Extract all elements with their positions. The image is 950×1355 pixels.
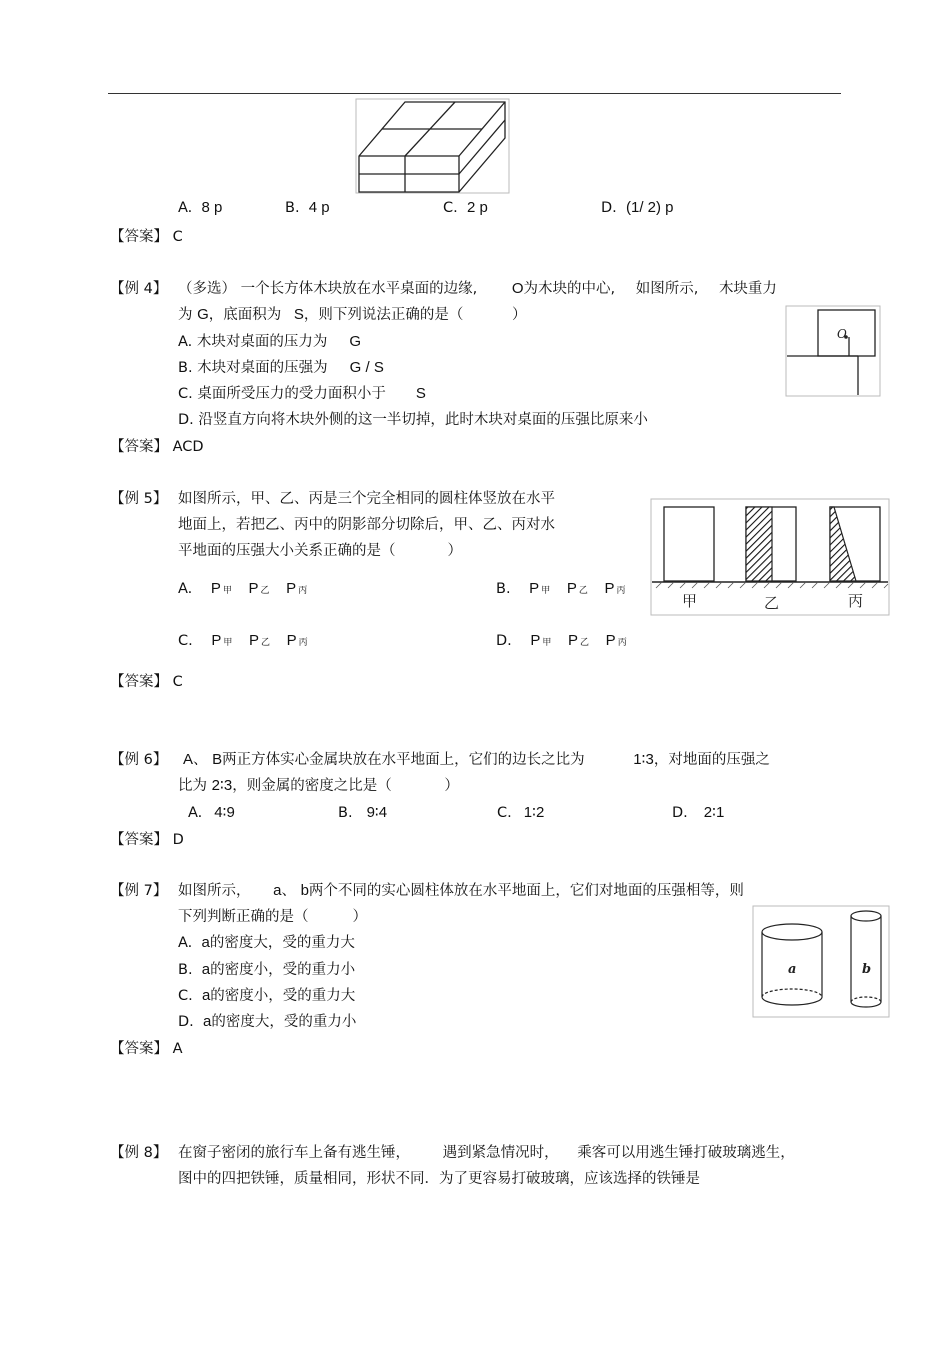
ex6-stem1-ratio: 1∶3 (633, 751, 654, 768)
ex5-p-letter: P (529, 580, 540, 597)
ex6-stem1-c: 两正方体实心金属块放在水平地面上，它们的边长之比为 (222, 752, 585, 768)
block-center-label: O (837, 327, 847, 341)
ex4-option-a-text: A. 木块对桌面的压力为 (178, 334, 328, 350)
cylinder-yi-shaded-cut (746, 507, 772, 581)
ex8-stem1-a: 在窗子密闭的旅行车上备有逃生锤， (178, 1145, 410, 1161)
ex5-option-a-p3 (286, 580, 307, 597)
ex5-option-b (496, 580, 625, 599)
ex7-option-c-text: 的密度小，受的重力大 (210, 988, 356, 1004)
ex5-sub-jia: 甲 (541, 585, 551, 595)
ex5-stem-line3 (178, 542, 462, 560)
ex7-stem-line1 (178, 882, 744, 900)
ex8-stem1-b: 遇到紧急情况时， (442, 1145, 559, 1161)
ex5-option-c-p2 (249, 632, 270, 649)
ex6-option-a (188, 804, 235, 822)
ex5-option-c-p1 (211, 632, 232, 649)
ex5-option-c (178, 632, 308, 651)
ex7-tag: 【例 7】 (110, 883, 168, 899)
ex3-option-b (285, 199, 330, 217)
ex4-stem2-d: ） (512, 307, 527, 323)
ex4-option-c (178, 385, 426, 403)
ex5-option-a-p2 (249, 580, 270, 597)
ex6-option-c-value: 1∶2 (523, 804, 545, 821)
ex4-option-c-text: C. 桌面所受压力的受力面积小于 (178, 386, 386, 402)
ex6-option-a-value: 4∶9 (214, 804, 235, 821)
ex7-stem1-v1: a (273, 882, 282, 899)
ex5-p-letter: P (286, 632, 297, 649)
ex3-answer-value: C (172, 229, 183, 245)
ex5-option-b-letter: B. (496, 581, 511, 597)
ex4-option-a-value: G (349, 333, 362, 350)
ex7-stem1-v2: b (300, 882, 309, 899)
ex5-stem3-close: ） (447, 543, 462, 559)
ex5-sub-bing: 丙 (617, 637, 627, 647)
ex3-option-a (178, 199, 222, 217)
ex3-option-b-letter: B. (285, 200, 300, 216)
ex3-answer (110, 228, 183, 246)
ex7-option-c-letter: C. (178, 988, 193, 1004)
ex4-option-c-value: S (415, 385, 426, 402)
ex8-tag: 【例 8】 (110, 1145, 168, 1161)
ex6-stem1-b: B (212, 751, 223, 768)
ex6-option-b (338, 804, 387, 822)
ex4-tag: 【例 4】 (110, 281, 168, 297)
ex4-answer (110, 438, 204, 456)
ex5-option-a-p1 (211, 580, 232, 597)
ex7-stem-line2 (178, 908, 367, 926)
ex5-option-b-p3 (604, 580, 625, 597)
ex6-answer (110, 831, 184, 849)
cylinder-a-label: a (788, 962, 797, 977)
ex6-stem1-a: A (183, 751, 194, 768)
ex6-stem1-sep: 、 (193, 752, 208, 768)
ex3-option-c (443, 199, 488, 217)
ex3-option-d-value: (1/ 2) p (626, 199, 674, 216)
ex5-p-letter: P (248, 580, 259, 597)
ex7-option-b-text: 的密度小，受的重力小 (210, 962, 356, 978)
ex5-p-letter: P (605, 632, 616, 649)
ex6-option-c (497, 804, 544, 822)
ex7-answer-label: 【答案】 (110, 1041, 168, 1057)
ex4-answer-value: ACD (172, 439, 204, 455)
cylinder-a-top (762, 924, 822, 940)
ex5-stem-line1: 如图所示，甲、乙、丙是三个完全相同的圆柱体竖放在水平 (178, 491, 555, 507)
ex6-option-d (672, 804, 724, 822)
cylinder-b-top (851, 911, 881, 921)
ex6-stem1-d: ，对地面的压强之 (653, 752, 770, 768)
ex4-option-d: D. 沿竖直方向将木块外侧的这一半切掉，此时木块对桌面的压强比原来小 (178, 412, 648, 428)
ex6-stem2-b: ，则金属的密度之比是（ (232, 778, 392, 794)
ex5-p-letter: P (286, 580, 297, 597)
ex7-answer (110, 1040, 183, 1058)
cylinder-b-label: b (862, 962, 872, 977)
two-cylinders-figure (752, 905, 890, 1018)
ex3-option-b-value: 4 p (308, 199, 330, 216)
ex6-answer-value: D (172, 832, 184, 848)
ex7-option-d-text: 的密度大，受的重力小 (211, 1014, 357, 1030)
ex4-stem2-a: 为 (178, 307, 193, 323)
ex8-stem1-c: 乘客可以用逃生锤打破玻璃逃生， (577, 1145, 795, 1161)
ex4-option-a (178, 333, 361, 351)
ex6-option-d-value: 2∶1 (703, 804, 725, 821)
ex5-tag: 【例 5】 (110, 491, 168, 507)
ex5-p-letter: P (210, 580, 221, 597)
ex5-stem-line2: 地面上，若把乙、丙中的阴影部分切除后，甲、乙、丙对水 (178, 517, 555, 533)
ex5-p-letter: P (566, 580, 577, 597)
ex4-stem2-g: G (197, 306, 209, 323)
ex5-sub-yi: 乙 (260, 585, 270, 595)
ex6-option-b-letter: B. (338, 805, 353, 821)
cylinder-bing-shaded-cut (830, 507, 856, 581)
ex3-option-d-letter: D. (601, 200, 617, 216)
ex4-option-b-value: G / S (349, 359, 384, 376)
ex5-sub-bing: 丙 (298, 585, 308, 595)
ex7-option-a-text: 的密度大，受的重力大 (209, 935, 355, 951)
ex5-sub-jia: 甲 (223, 637, 233, 647)
ex5-option-d (496, 632, 627, 651)
block-on-table-figure (785, 305, 881, 397)
ex7-stem1-sep: 、 (281, 883, 296, 899)
ex5-p-letter: P (248, 632, 259, 649)
ex6-stem2-ratio: 2∶3 (211, 777, 233, 794)
ex8-stem-line2: 图中的四把铁锤，质量相同，形状不同．为了更容易打破玻璃，应该选择的铁锤是 (178, 1171, 700, 1187)
ex4-option-b (178, 359, 384, 377)
ex5-answer-value: C (172, 674, 183, 690)
ex7-option-d (178, 1013, 356, 1031)
cylinder-b-bottom (851, 1002, 881, 1007)
ex7-option-c-var: a (201, 987, 211, 1004)
ex7-answer-value: A (172, 1041, 183, 1057)
ex5-option-d-p1 (530, 632, 551, 649)
ex4-option-b-text: B. 木块对桌面的压强为 (178, 360, 328, 376)
ex3-option-a-letter: A. (178, 200, 193, 216)
ex7-stem2-text: 下列判断正确的是（ (178, 909, 309, 925)
ex6-stem2-c: ） (444, 778, 459, 794)
ex3-answer-label: 【答案】 (110, 229, 168, 245)
header-rule (108, 93, 841, 94)
ex4-stem-line2 (178, 306, 527, 324)
ex4-stem2-s: S (293, 306, 304, 323)
ex7-option-a (178, 934, 355, 952)
ex6-answer-label: 【答案】 (110, 832, 168, 848)
label-bing: 丙 (848, 592, 864, 610)
ex4-stem1-o: O (511, 280, 524, 297)
ex7-option-b-letter: B. (178, 962, 193, 978)
ex6-stem2-a: 比为 (178, 778, 207, 794)
ex7-option-d-var: a (203, 1013, 212, 1030)
ex8-stem-line1 (178, 1144, 795, 1162)
ex5-p-letter: P (211, 632, 222, 649)
ex3-option-a-value: 8 p (201, 199, 223, 216)
ex4-stem2-c: ，则下列说法正确的是（ (303, 307, 464, 323)
ex6-tag: 【例 6】 (110, 752, 168, 768)
ex5-answer (110, 673, 183, 691)
ex7-option-d-letter: D. (178, 1014, 194, 1030)
ex4-stem1-c: 如图所示, (635, 281, 699, 297)
ex6-option-c-letter: C. (497, 805, 512, 821)
ex5-p-letter: P (568, 632, 579, 649)
ex5-option-d-p2 (568, 632, 589, 649)
ex5-sub-bing: 丙 (298, 637, 308, 647)
label-jia: 甲 (682, 592, 698, 610)
three-cylinders-figure (650, 498, 890, 616)
ex7-stem1-b: 两个不同的实心圆柱体放在水平地面上，它们对地面的压强相等，则 (308, 883, 744, 899)
ex6-option-a-letter: A. (188, 805, 203, 821)
ex5-p-letter: P (530, 632, 541, 649)
ex4-stem-line1 (178, 280, 777, 298)
ex5-sub-bing: 丙 (616, 585, 626, 595)
ex7-stem1-a: 如图所示， (178, 883, 251, 899)
ex5-option-d-letter: D. (496, 633, 512, 649)
ex5-option-a (178, 580, 307, 599)
ex5-sub-jia: 甲 (542, 637, 552, 647)
ex7-option-a-letter: A. (178, 935, 193, 951)
ex5-sub-yi: 乙 (261, 637, 271, 647)
ex5-option-b-p2 (567, 580, 588, 597)
ex3-option-c-letter: C. (443, 200, 458, 216)
cylinder-jia (664, 507, 714, 581)
ex4-stem1-b: 为木块的中心, (523, 281, 616, 297)
ex6-option-d-letter: D. (672, 805, 688, 821)
label-yi: 乙 (764, 594, 780, 612)
cylinder-a-bottom (762, 997, 822, 1005)
ex7-option-b (178, 961, 355, 979)
ex5-option-c-p3 (287, 632, 308, 649)
ex6-option-b-value: 9∶4 (366, 804, 388, 821)
ex7-stem2-close: ） (352, 909, 367, 925)
ex5-stem3-text: 平地面的压强大小关系正确的是（ (178, 543, 396, 559)
ex4-answer-label: 【答案】 (110, 439, 168, 455)
ex5-option-a-letter: A. (178, 581, 193, 597)
ex5-p-letter: P (604, 580, 615, 597)
ex5-sub-jia: 甲 (222, 585, 232, 595)
ex3-option-c-value: 2 p (466, 199, 488, 216)
ex5-option-d-p3 (606, 632, 627, 649)
ex4-stem1-a: （多选） 一个长方体木块放在水平桌面的边缘, (178, 281, 478, 297)
ex6-stem-line2 (178, 777, 459, 795)
ex5-option-b-p1 (529, 580, 550, 597)
ex7-option-b-var: a (201, 961, 211, 978)
ex3-option-d (601, 199, 674, 217)
ex5-answer-label: 【答案】 (110, 674, 168, 690)
ex7-option-c (178, 987, 355, 1005)
ex7-option-a-var: a (201, 934, 210, 951)
brick-stack-figure (355, 98, 511, 195)
ex5-sub-yi: 乙 (578, 585, 588, 595)
ex5-sub-yi: 乙 (580, 637, 590, 647)
ex5-option-c-letter: C. (178, 633, 193, 649)
ex4-stem2-b: ，底面积为 (208, 307, 282, 323)
ex6-stem-line1 (183, 751, 770, 769)
ex4-stem1-d: 木块重力 (718, 281, 777, 297)
